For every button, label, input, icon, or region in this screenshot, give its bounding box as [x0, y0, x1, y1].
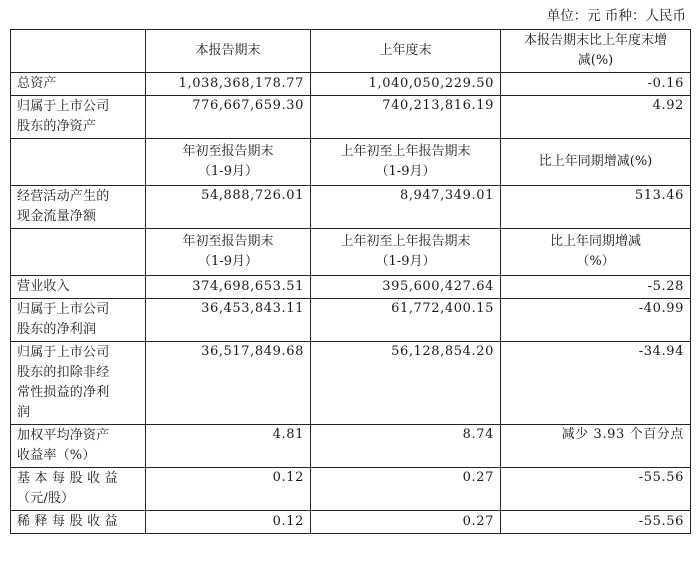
value-cell: -55.56 — [501, 511, 691, 534]
row-label — [11, 186, 146, 229]
row-label — [11, 73, 146, 96]
header-line: （1-9月） — [375, 164, 436, 179]
row-label — [11, 342, 146, 425]
row-label — [11, 425, 146, 468]
row-label-line: 稀 释 每 股 收 益 — [17, 514, 118, 529]
header-line: （1-9月） — [198, 164, 258, 179]
value-cell: 36,453,843.11 — [146, 299, 311, 342]
header-row-income — [11, 229, 691, 276]
value-cell: 0.27 — [311, 468, 501, 511]
header-line: 年初至报告期末 — [182, 234, 274, 249]
header-cell-current-period-end: 本报告期末 — [146, 30, 311, 73]
header-row-balance — [11, 30, 691, 73]
row-label-line: 经营活动产生的 — [17, 189, 110, 204]
row-label-line: 股东的扣除非经 — [17, 365, 110, 380]
value-cell: 8,947,349.01 — [311, 186, 501, 229]
row-label-line: 归属于上市公司 — [17, 99, 110, 114]
unit-currency-note: 单位：元 币种：人民币 — [546, 8, 686, 24]
value-cell: 0.12 — [146, 468, 311, 511]
value-cell: 0.12 — [146, 511, 311, 534]
value-cell: 1,038,368,178.77 — [146, 73, 311, 96]
header-row-cashflow — [11, 139, 691, 186]
value-cell: 740,213,816.19 — [311, 96, 501, 139]
header-cell-prior-year-end: 上年度末 — [311, 30, 501, 73]
value-cell: 36,517,849.68 — [146, 342, 311, 425]
row-label — [11, 468, 146, 511]
header-line: 减(%) — [577, 53, 614, 68]
header-cell-yoy-change — [501, 229, 691, 276]
header-line: 本报告期末比上年度末增 — [523, 33, 667, 48]
header-line: 上年初至上年报告期末 — [340, 234, 471, 249]
row-label-line: 总资产 — [17, 76, 57, 91]
value-cell: -40.99 — [501, 299, 691, 342]
header-corner-cell — [11, 229, 146, 276]
value-cell: 56,128,854.20 — [311, 342, 501, 425]
row-label-line: 常性损益的净利 — [17, 385, 110, 400]
header-line: 上年初至上年报告期末 — [340, 144, 471, 159]
value-cell: -5.28 — [501, 276, 691, 299]
row-label-line: （元/股） — [17, 491, 75, 506]
value-cell: 1,040,050,229.50 — [311, 73, 501, 96]
value-cell: 374,698,653.51 — [146, 276, 311, 299]
row-label-line: 收益率（%） — [17, 448, 96, 463]
header-line: （1-9月） — [198, 254, 258, 269]
row-label-line: 现金流量净额 — [17, 209, 97, 224]
row-label-line: 归属于上市公司 — [17, 302, 110, 317]
table-row — [11, 96, 691, 139]
value-cell: -34.94 — [501, 342, 691, 425]
header-line: （%） — [576, 254, 615, 269]
row-label — [11, 511, 146, 534]
table-row — [11, 186, 691, 229]
value-cell: 减少 3.93 个百分点 — [501, 425, 691, 468]
value-cell: 0.27 — [311, 511, 501, 534]
table-row — [11, 511, 691, 534]
table-row — [11, 276, 691, 299]
header-cell-prior-ytd — [311, 139, 501, 186]
header-cell-ytd — [146, 139, 311, 186]
row-label-line: 归属于上市公司 — [17, 345, 110, 360]
row-label — [11, 276, 146, 299]
financial-data-table — [10, 29, 691, 534]
value-cell: 395,600,427.64 — [311, 276, 501, 299]
value-cell: 776,667,659.30 — [146, 96, 311, 139]
value-cell: 4.92 — [501, 96, 691, 139]
value-cell: 61,772,400.15 — [311, 299, 501, 342]
value-cell: -0.16 — [501, 73, 691, 96]
row-label-line: 营业收入 — [17, 279, 70, 294]
row-label-line: 股东的净利润 — [17, 322, 97, 337]
table-row — [11, 73, 691, 96]
header-line: 年初至报告期末 — [182, 144, 274, 159]
value-cell: 513.46 — [501, 186, 691, 229]
row-label — [11, 96, 146, 139]
row-label-line: 润 — [17, 405, 31, 420]
value-cell: -55.56 — [501, 468, 691, 511]
header-cell-ytd — [146, 229, 311, 276]
value-cell: 8.74 — [311, 425, 501, 468]
header-line: （1-9月） — [375, 254, 436, 269]
header-line: 比上年同期增减 — [549, 234, 641, 249]
value-cell: 4.81 — [146, 425, 311, 468]
row-label — [11, 299, 146, 342]
row-label-line: 股东的净资产 — [17, 119, 97, 134]
header-cell-prior-ytd — [311, 229, 501, 276]
table-row — [11, 425, 691, 468]
row-label-line: 加权平均净资产 — [17, 428, 110, 443]
header-corner-cell — [11, 30, 146, 73]
table-row — [11, 299, 691, 342]
table-row — [11, 468, 691, 511]
table-row — [11, 342, 691, 425]
header-cell-change-percent — [501, 30, 691, 73]
row-label-line: 基 本 每 股 收 益 — [17, 471, 118, 486]
header-cell-yoy-change: 比上年同期增减(%) — [501, 139, 691, 186]
header-corner-cell — [11, 139, 146, 186]
value-cell: 54,888,726.01 — [146, 186, 311, 229]
